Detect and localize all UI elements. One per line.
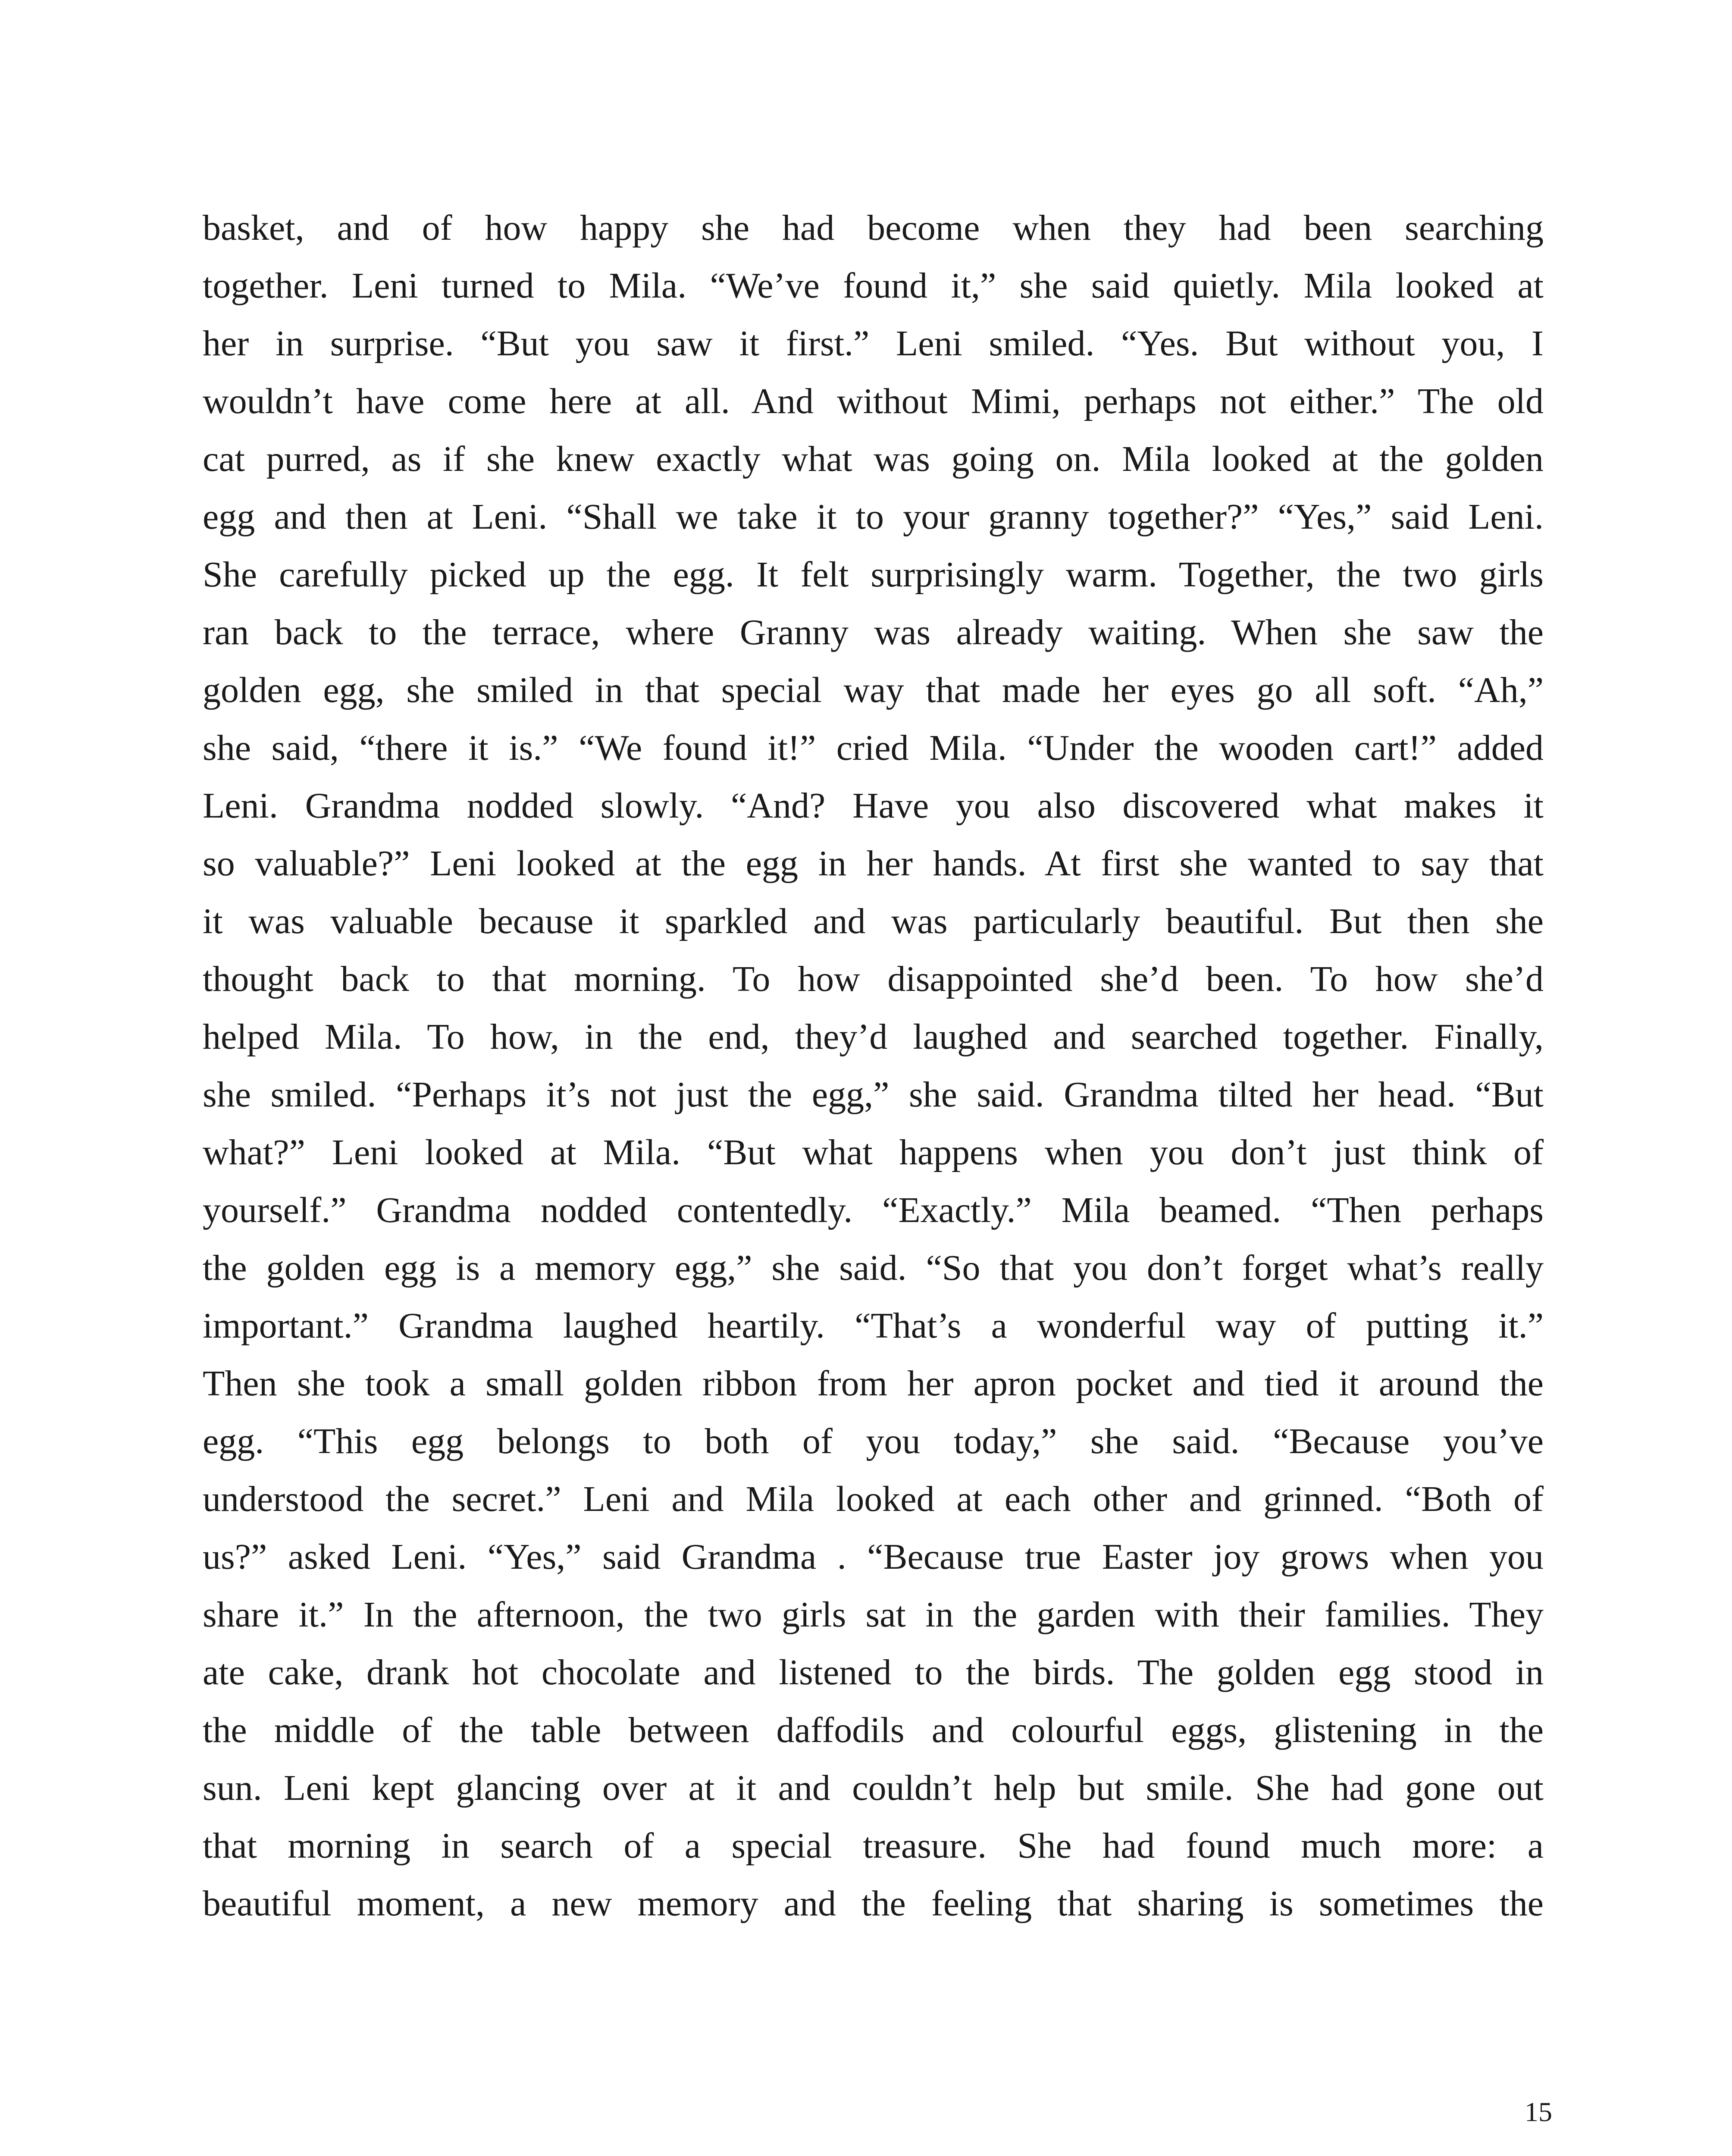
text-line: the middle of the table between daffodils and colourful eggs, glistening in the (203, 1710, 1544, 1750)
page-number: 15 (1525, 2096, 1552, 2127)
text-line: cat purred, as if she knew exactly what was going on. Mila looked at the golden (203, 439, 1544, 479)
text-line: important.” Grandma laughed heartily. “That’s a wonderful way of putting it.” (203, 1306, 1544, 1346)
text-line: basket, and of how happy she had become when they had been searching (203, 208, 1544, 248)
text-line: share it.” In the afternoon, the two girls sat in the garden with their families. They (203, 1595, 1544, 1635)
text-line: together. Leni turned to Mila. “We’ve found it,” she said quietly. Mila looked at (203, 266, 1544, 306)
text-line: understood the secret.” Leni and Mila looked at each other and grinned. “Both of (203, 1479, 1544, 1519)
text-line: Leni. Grandma nodded slowly. “And? Have you also discovered what makes it (203, 786, 1544, 826)
text-line: thought back to that morning. To how disappointed she’d been. To how she’d (203, 959, 1544, 999)
text-line: She carefully picked up the egg. It felt surprisingly warm. Together, the two girls (203, 555, 1544, 595)
text-line: it was valuable because it sparkled and was particularly beautiful. But then she (203, 901, 1544, 941)
text-line: so valuable?” Leni looked at the egg in her hands. At first she wanted to say that (203, 843, 1544, 884)
text-line: egg and then at Leni. “Shall we take it to your granny together?” “Yes,” said Leni. (203, 497, 1544, 537)
text-line: her in surprise. “But you saw it first.” Leni smiled. “Yes. But without you, I (203, 323, 1544, 364)
text-line: she said, “there it is.” “We found it!” cried Mila. “Under the wooden cart!” added (203, 728, 1544, 768)
text-line: beautiful moment, a new memory and the feeling that sharing is sometimes the (203, 1883, 1544, 1924)
text-line: what?” Leni looked at Mila. “But what happens when you don’t just think of (203, 1132, 1544, 1172)
text-line: helped Mila. To how, in the end, they’d laughed and searched together. Finally, (203, 1017, 1544, 1057)
text-line: that morning in search of a special treasure. She had found much more: a (203, 1826, 1544, 1866)
text-line: she smiled. “Perhaps it’s not just the egg,” she said. Grandma tilted her head. “But (203, 1075, 1544, 1115)
text-line: the golden egg is a memory egg,” she said. “So that you don’t forget what’s really (203, 1248, 1544, 1288)
text-line: us?” asked Leni. “Yes,” said Grandma . “Because true Easter joy grows when you (203, 1537, 1544, 1577)
body-text (203, 199, 1544, 1933)
text-line: ran back to the terrace, where Granny was already waiting. When she saw the (203, 612, 1544, 652)
text-line: ate cake, drank hot chocolate and listened to the birds. The golden egg stood in (203, 1652, 1544, 1692)
text-line: egg. “This egg belongs to both of you today,” she said. “Because you’ve (203, 1421, 1544, 1461)
text-line: sun. Leni kept glancing over at it and couldn’t help but smile. She had gone out (203, 1768, 1544, 1808)
text-line: yourself.” Grandma nodded contentedly. “Exactly.” Mila beamed. “Then perhaps (203, 1190, 1544, 1230)
text-line: golden egg, she smiled in that special way that made her eyes go all soft. “Ah,” (203, 670, 1544, 710)
text-line: wouldn’t have come here at all. And without Mimi, perhaps not either.” The old (203, 381, 1544, 421)
text-line: Then she took a small golden ribbon from her apron pocket and tied it around the (203, 1363, 1544, 1404)
